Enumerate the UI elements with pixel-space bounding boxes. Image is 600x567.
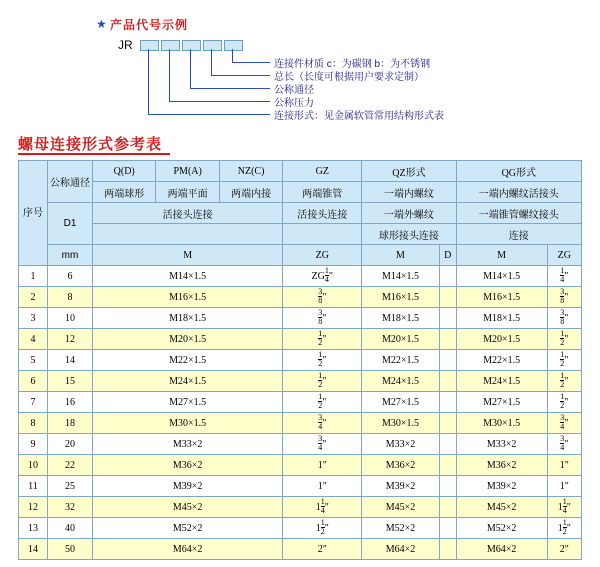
cell-seq: 14	[19, 539, 48, 560]
cell-qz-d	[439, 476, 456, 497]
cell-gz-thread: ZG $\frac{1}{4}$ "	[283, 266, 362, 287]
cell-q-thread: M24×1.5	[93, 371, 283, 392]
cell-qg-zg: $\frac{1}{2}$ "	[547, 371, 581, 392]
cell-qg-zg: $\frac{1}{2}$ "	[547, 392, 581, 413]
cell-dn: 18	[48, 413, 93, 434]
header-q-desc: 两端球形	[93, 182, 156, 203]
legend-label-material: 连接件材质 c：为碳钢 b：为不锈钢	[274, 59, 431, 70]
header-qg-desc: 一端内螺纹活接头	[456, 182, 581, 203]
cell-gz-thread: $\frac{1}{2}$ "	[283, 329, 362, 350]
cell-gz-thread: $\frac{3}{4}$ "	[283, 434, 362, 455]
table-row	[19, 371, 582, 392]
cell-qg-m: M14×1.5	[456, 266, 547, 287]
cell-qg-m: M27×1.5	[456, 392, 547, 413]
cell-qz-m: M24×1.5	[362, 371, 440, 392]
cell-dn: 16	[48, 392, 93, 413]
cell-q-thread: M33×2	[93, 434, 283, 455]
cell-qz-m: M22×1.5	[362, 350, 440, 371]
cell-gz-thread: 1 $\frac{1}{2}$ "	[283, 518, 362, 539]
header-nz-desc: 两端内接	[219, 182, 282, 203]
cell-dn: 10	[48, 308, 93, 329]
header-qz-desc2: 一端外螺纹	[362, 203, 456, 224]
legend-label-nominal-pressure: 公称压力	[274, 98, 314, 109]
header-gz-connection: 活接头连接	[283, 203, 362, 224]
leader-h-4	[211, 75, 270, 76]
cell-seq: 1	[19, 266, 48, 287]
cell-qz-d	[439, 266, 456, 287]
code-box-4	[203, 40, 222, 51]
cell-seq: 9	[19, 434, 48, 455]
header-mm: mm	[48, 245, 93, 266]
header-group-nz-code: NZ(C)	[219, 161, 282, 182]
table-row	[19, 392, 582, 413]
table-row	[19, 497, 582, 518]
cell-qz-d	[439, 392, 456, 413]
cell-q-thread: M36×2	[93, 455, 283, 476]
header-group-pm-code: PM(A)	[156, 161, 219, 182]
cell-qg-zg: $\frac{1}{2}$ "	[547, 350, 581, 371]
cell-qg-m: M64×2	[456, 539, 547, 560]
header-group-gz-code: GZ	[283, 161, 362, 182]
cell-gz-thread: 1"	[283, 476, 362, 497]
cell-qz-d	[439, 539, 456, 560]
cell-qg-zg: $\frac{3}{4}$ "	[547, 413, 581, 434]
header-blank-1	[93, 224, 283, 245]
cell-gz-thread: $\frac{1}{2}$ "	[283, 371, 362, 392]
table-row	[19, 539, 582, 560]
cell-seq: 4	[19, 329, 48, 350]
cell-qz-m: M27×1.5	[362, 392, 440, 413]
page-title: 螺母连接形式参考表	[18, 136, 163, 153]
cell-seq: 7	[19, 392, 48, 413]
cell-dn: 8	[48, 287, 93, 308]
cell-dn: 20	[48, 434, 93, 455]
table-row	[19, 413, 582, 434]
cell-dn: 14	[48, 350, 93, 371]
code-prefix: JR	[118, 38, 133, 52]
cell-qz-m: M52×2	[362, 518, 440, 539]
cell-seq: 8	[19, 413, 48, 434]
cell-q-thread: M14×1.5	[93, 266, 283, 287]
star-icon: ★	[96, 17, 107, 31]
cell-qz-d	[439, 518, 456, 539]
cell-qg-m: M18×1.5	[456, 308, 547, 329]
cell-qg-zg: $\frac{1}{2}$ "	[547, 329, 581, 350]
title-underline	[18, 153, 170, 155]
code-box-3	[182, 40, 201, 51]
cell-qz-m: M36×2	[362, 455, 440, 476]
cell-dn: 15	[48, 371, 93, 392]
leader-h-1	[148, 114, 270, 115]
header-unit-m: M	[93, 245, 283, 266]
legend-label-total-length: 总长（长度可根据用户要求定制）	[274, 72, 424, 83]
table-header-row-5	[19, 245, 582, 266]
header-group-q-code: Q(D)	[93, 161, 156, 182]
header-unit-zg: ZG	[283, 245, 362, 266]
cell-gz-thread: $\frac{3}{4}$ "	[283, 413, 362, 434]
nut-connection-table	[18, 160, 582, 560]
header-qg-desc2: 一端锥管螺纹接头	[456, 203, 581, 224]
cell-qz-m: M20×1.5	[362, 329, 440, 350]
header-unit-qz-m: M	[362, 245, 440, 266]
cell-qg-m: M52×2	[456, 518, 547, 539]
cell-q-thread: M39×2	[93, 476, 283, 497]
header-pm-desc: 两端平面	[156, 182, 219, 203]
leader-line-5	[232, 49, 233, 62]
cell-gz-thread: $\frac{3}{8}$ "	[283, 308, 362, 329]
cell-qz-d	[439, 287, 456, 308]
cell-qz-d	[439, 413, 456, 434]
header-qg-desc3: 连接	[456, 224, 581, 245]
cell-dn: 40	[48, 518, 93, 539]
table-row	[19, 287, 582, 308]
legend-label-nominal-diameter: 公称通径	[274, 85, 314, 96]
cell-q-thread: M52×2	[93, 518, 283, 539]
cell-qz-d	[439, 329, 456, 350]
table-header-row-2	[19, 182, 582, 203]
cell-qg-zg: 1 $\frac{1}{4}$ "	[547, 497, 581, 518]
cell-dn: 6	[48, 266, 93, 287]
table-header-row-4	[19, 224, 582, 245]
leader-h-3	[190, 88, 270, 89]
cell-qz-d	[439, 308, 456, 329]
cell-qz-d	[439, 371, 456, 392]
header-group-qg-code: QG形式	[456, 161, 581, 182]
cell-qz-d	[439, 497, 456, 518]
cell-qz-d	[439, 434, 456, 455]
legend-title: 产品代号示例	[110, 18, 189, 32]
cell-qg-zg: $\frac{1}{4}$ "	[547, 266, 581, 287]
cell-gz-thread: 2"	[283, 539, 362, 560]
cell-qg-m: M45×2	[456, 497, 547, 518]
cell-qg-zg: 1"	[547, 476, 581, 497]
cell-seq: 5	[19, 350, 48, 371]
legend-label-connection-type: 连接形式：见金属软管常用结构形式表	[274, 111, 444, 122]
cell-gz-thread: 1"	[283, 455, 362, 476]
header-seq: 序号	[19, 161, 48, 266]
table-row	[19, 476, 582, 497]
header-unit-qz-d: D	[439, 245, 456, 266]
cell-qg-zg: 1"	[547, 455, 581, 476]
cell-q-thread: M30×1.5	[93, 413, 283, 434]
cell-seq: 11	[19, 476, 48, 497]
cell-gz-thread: $\frac{3}{8}$ "	[283, 287, 362, 308]
cell-q-thread: M18×1.5	[93, 308, 283, 329]
cell-q-thread: M45×2	[93, 497, 283, 518]
cell-qz-m: M45×2	[362, 497, 440, 518]
cell-q-thread: M22×1.5	[93, 350, 283, 371]
header-dn: 公称通径	[48, 161, 93, 203]
cell-gz-thread: 1 $\frac{1}{4}$ "	[283, 497, 362, 518]
cell-qg-zg: $\frac{3}{4}$ "	[547, 434, 581, 455]
cell-qg-m: M30×1.5	[456, 413, 547, 434]
header-unit-qg-zg: ZG	[547, 245, 581, 266]
cell-qg-zg: $\frac{3}{8}$ "	[547, 308, 581, 329]
cell-dn: 32	[48, 497, 93, 518]
table-header-row-1	[19, 161, 582, 182]
leader-h-5	[232, 62, 270, 63]
header-q-connection: 活接头连接	[93, 203, 283, 224]
table-row	[19, 329, 582, 350]
cell-seq: 3	[19, 308, 48, 329]
table-row	[19, 350, 582, 371]
header-unit-qg-m: M	[456, 245, 547, 266]
header-qz-desc: 一端内螺纹	[362, 182, 456, 203]
leader-line-4	[211, 49, 212, 75]
cell-qg-m: M33×2	[456, 434, 547, 455]
header-qz-desc3: 球形接头连接	[362, 224, 456, 245]
header-blank-2	[283, 224, 362, 245]
header-d1: D1	[48, 203, 93, 245]
leader-h-2	[169, 101, 270, 102]
cell-qz-m: M64×2	[362, 539, 440, 560]
code-box-2	[161, 40, 180, 51]
header-group-qz-code: QZ形式	[362, 161, 456, 182]
table-row	[19, 455, 582, 476]
leader-line-3	[190, 49, 191, 88]
cell-q-thread: M20×1.5	[93, 329, 283, 350]
cell-qz-m: M33×2	[362, 434, 440, 455]
table-row	[19, 434, 582, 455]
table-header	[19, 161, 582, 266]
table-row	[19, 308, 582, 329]
cell-qz-m: M30×1.5	[362, 413, 440, 434]
cell-qg-m: M24×1.5	[456, 371, 547, 392]
cell-q-thread: M27×1.5	[93, 392, 283, 413]
cell-qz-d	[439, 350, 456, 371]
cell-qg-m: M16×1.5	[456, 287, 547, 308]
cell-qg-zg: 1 $\frac{1}{2}$ "	[547, 518, 581, 539]
cell-gz-thread: $\frac{1}{2}$ "	[283, 350, 362, 371]
product-code-legend	[0, 0, 600, 128]
cell-seq: 2	[19, 287, 48, 308]
cell-qg-m: M39×2	[456, 476, 547, 497]
cell-seq: 13	[19, 518, 48, 539]
cell-gz-thread: $\frac{1}{2}$ "	[283, 392, 362, 413]
cell-dn: 22	[48, 455, 93, 476]
cell-dn: 50	[48, 539, 93, 560]
header-gz-desc: 两端锥管	[283, 182, 362, 203]
cell-qz-d	[439, 455, 456, 476]
cell-qg-m: M36×2	[456, 455, 547, 476]
cell-qg-zg: 2"	[547, 539, 581, 560]
cell-seq: 6	[19, 371, 48, 392]
cell-qz-m: M14×1.5	[362, 266, 440, 287]
table-row	[19, 518, 582, 539]
leader-line-1	[148, 49, 149, 114]
table-header-row-3	[19, 203, 582, 224]
leader-line-2	[169, 49, 170, 101]
cell-dn: 25	[48, 476, 93, 497]
cell-qg-m: M22×1.5	[456, 350, 547, 371]
cell-qg-m: M20×1.5	[456, 329, 547, 350]
cell-seq: 12	[19, 497, 48, 518]
cell-dn: 12	[48, 329, 93, 350]
cell-qz-m: M39×2	[362, 476, 440, 497]
cell-qg-zg: $\frac{3}{8}$ "	[547, 287, 581, 308]
cell-q-thread: M64×2	[93, 539, 283, 560]
table-row	[19, 266, 582, 287]
cell-qz-m: M18×1.5	[362, 308, 440, 329]
cell-qz-m: M16×1.5	[362, 287, 440, 308]
code-box-5	[224, 40, 243, 51]
cell-q-thread: M16×1.5	[93, 287, 283, 308]
cell-seq: 10	[19, 455, 48, 476]
code-box-1	[140, 40, 159, 51]
table-body	[19, 266, 582, 560]
